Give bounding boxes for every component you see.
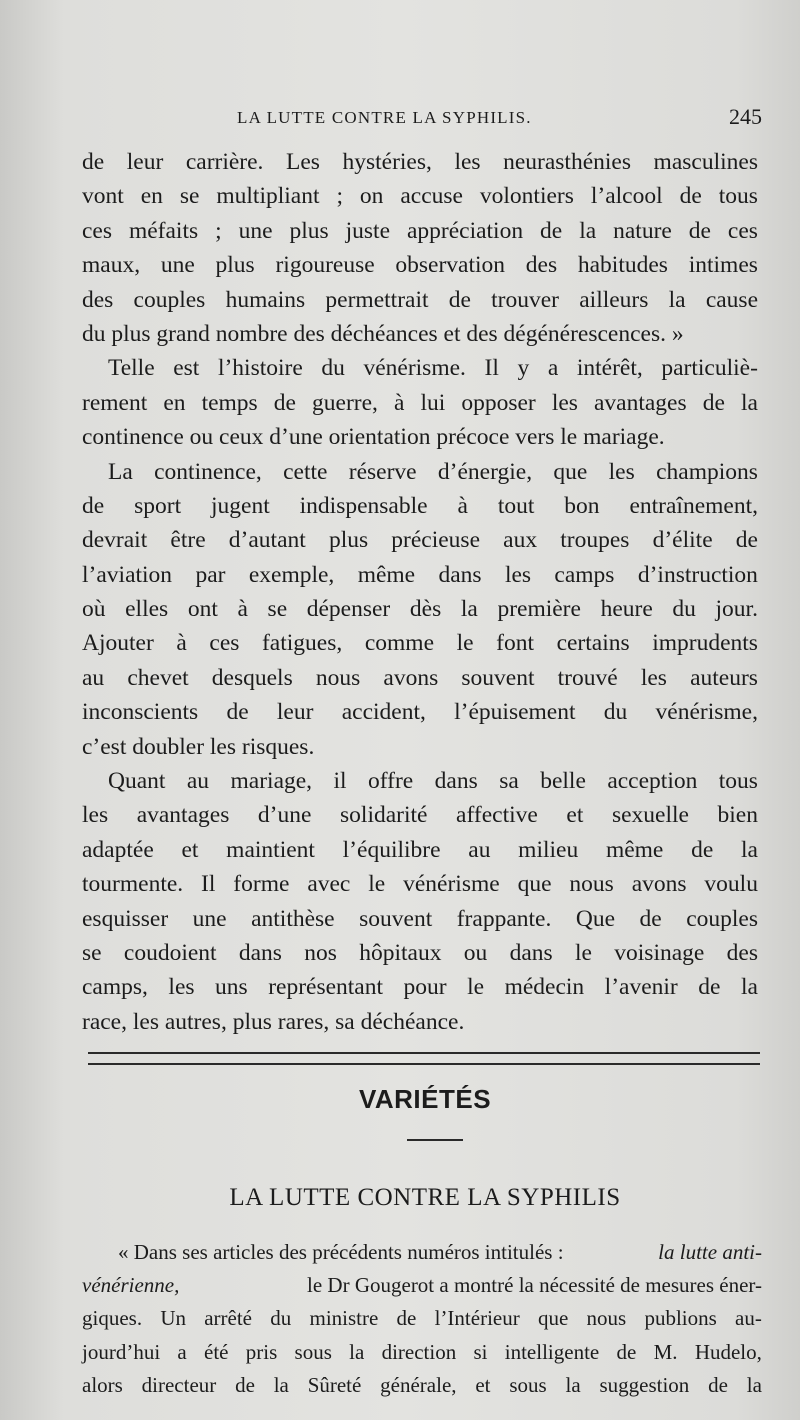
word: ces [82,217,113,244]
word: même [357,561,416,588]
word: au [468,836,491,863]
word: bien [717,802,758,829]
word: juste [345,217,390,244]
word: une [238,217,273,244]
word: de [540,217,563,244]
word: de [82,149,105,175]
word: à [393,389,405,416]
word: jour. [715,596,758,623]
word: avons [631,871,687,898]
word: y [517,355,530,382]
word: accident, [341,699,426,726]
word: accuse [400,183,463,210]
word: ministre [309,1306,379,1331]
word: et [181,836,199,863]
word: la [273,1372,289,1397]
word: dans [509,939,553,966]
word: M. [653,1339,678,1364]
word: particuliè- [661,355,758,382]
word: l’Intérieur [434,1306,520,1331]
word: de [639,905,662,932]
text-line [82,902,758,936]
word: par [195,561,226,588]
word: la [668,286,686,313]
word: en [163,389,186,416]
word: adaptée [82,836,154,863]
text-line [82,1336,762,1369]
word: les [608,458,635,485]
word: de [273,389,296,416]
word: tout [497,492,535,519]
word: de [735,527,758,554]
word: au- [735,1306,762,1331]
word: plus [289,217,329,244]
word: souvent [359,905,433,932]
word: fatigues, [261,630,343,657]
word: ; [336,183,343,210]
running-title: LA LUTTE CONTRE LA SYPHILIS. [237,108,532,127]
word: entraînement, [629,492,758,519]
text-line [82,1236,762,1269]
word: giques. [82,1306,143,1331]
word: la [349,1339,365,1364]
word: solidarité [340,802,428,829]
word: tous [718,768,758,795]
word: plus [215,252,255,279]
word: ailleurs [579,286,649,313]
word: des [525,252,558,279]
word: intérêt, [576,355,643,382]
word: il [333,768,347,795]
word: l’alcool [590,183,663,210]
word: le [456,630,474,657]
text-line [82,248,758,282]
word: est [173,355,200,382]
text-line: c’est doubler les risques. [82,733,315,760]
word: champions [656,458,758,485]
word: Ajouter [82,630,154,657]
word: vénérisme. [363,355,466,382]
word: Il [201,871,216,898]
word: les [168,974,195,1001]
word: bon [564,492,600,519]
word: du [603,699,628,726]
word: certains [556,630,630,657]
word: arrêté [204,1306,253,1331]
word: couples [686,905,758,932]
word: à [237,596,248,623]
text-line: continence ou ceux d’une orientation précoce vers le mariage. [82,424,665,451]
text-line [82,558,758,592]
word: exemple, [248,561,335,588]
word: continence, [154,458,262,485]
word: souvent [461,664,535,691]
word: et [475,1372,491,1397]
word: auteurs [690,664,758,691]
italic-title-fragment: vénérienne, [82,1273,180,1298]
text-line: race, les autres, plus rares, sa déchéance. [82,1008,465,1035]
word: Les [285,149,320,175]
word: avantages [593,389,687,416]
word: sous [294,1339,332,1364]
word: du [672,596,696,623]
word: inconscients [82,699,199,726]
word: Il [484,355,499,382]
word: du [321,355,345,382]
double-rule-divider [88,1052,760,1065]
text-fragment: le Dr Gougerot a montré la nécessité de mesures éner- [307,1273,762,1298]
word: la [740,389,758,416]
word: humains [225,286,306,313]
text-line [82,523,758,557]
word: médecin [504,974,585,1001]
word: ; [215,217,222,244]
word: de [708,1372,728,1397]
word: au [82,664,105,691]
word: les [551,389,578,416]
word: a [547,355,559,382]
short-rule-divider [407,1139,463,1141]
word: cause [705,286,758,313]
word: être [170,527,206,554]
word: où [82,596,106,623]
word: représentant [268,974,384,1001]
text-line [82,661,758,695]
word: chevet [127,664,189,691]
word: à [176,630,187,657]
word: uns [215,974,248,1001]
text-fragment: « Dans ses articles des précédents numéros intitulés : [118,1240,564,1264]
word: voulu [704,871,758,898]
word: même [605,836,664,863]
word: troupes [560,527,630,554]
word: ont [187,596,218,623]
word: Telle [108,355,155,382]
word: se [267,596,288,623]
word: avons [383,664,439,691]
text-line [82,936,758,970]
text-line [82,764,758,798]
word: camps, [82,974,148,1001]
word: l’avenir [604,974,678,1001]
word: de [396,1306,417,1331]
word: suggestion [599,1372,690,1397]
word: la [740,974,758,1001]
word: indispensable [299,492,428,519]
word: de [679,183,702,210]
word: maintient [226,836,315,863]
word: trouvé [557,664,618,691]
word: d’instruction [637,561,758,588]
word: frappante. [456,905,552,932]
text-line [82,695,758,729]
word: jourd’hui [82,1339,161,1364]
word: volontiers [479,183,574,210]
word: leur [276,699,314,726]
word: belle [540,768,586,795]
text-line [82,1269,762,1302]
word: d’énergie, [437,458,533,485]
word: tous [718,183,758,210]
word: avantages [136,802,230,829]
word: pour [403,974,447,1001]
text-line [82,455,758,489]
word: Que [575,905,615,932]
word: font [496,630,534,657]
word: de [235,1372,255,1397]
word: une [192,905,227,932]
word: ces [727,217,758,244]
word: sexuelle [611,802,689,829]
word: que [537,1306,569,1331]
word: a [177,1339,187,1364]
word: habitudes [577,252,668,279]
word: la [460,596,478,623]
article-title: LA LUTTE CONTRE LA SYPHILIS [229,1184,621,1211]
word: se [82,939,102,966]
word: des [726,939,758,966]
page-number: 245 [729,104,762,129]
text-line [82,626,758,660]
word: Quant [108,768,166,795]
word: milieu [518,836,579,863]
text-line [82,214,758,248]
word: de [82,492,105,519]
text-line [82,867,758,901]
word: nous [569,871,614,898]
word: trouver [491,286,560,313]
word: dans [238,939,282,966]
word: ces [209,630,240,657]
word: le [368,871,386,898]
word: aux [503,527,538,554]
text-line [82,145,758,179]
word: appréciation [406,217,524,244]
word: d’autant [228,527,306,554]
word: nous [586,1306,627,1331]
word: le [467,974,485,1001]
section-title: VARIÉTÉS [358,1084,492,1114]
word: on [359,183,384,210]
article-text [82,1236,762,1402]
word: coudoient [123,939,217,966]
word: de [616,1339,637,1364]
word: imprudents [652,630,758,657]
word: Un [160,1306,186,1331]
text-line: du plus grand nombre des déchéances et des dégénérescences. » [82,320,684,347]
word: multipliant [216,183,320,210]
text-line [82,283,758,317]
word: dépenser [306,596,391,623]
word: et [566,802,584,829]
word: nos [304,939,337,966]
word: direction [381,1339,457,1364]
word: première [497,596,581,623]
word: si [473,1339,488,1364]
word: une [160,252,195,279]
word: carrière. [185,149,264,175]
word: Sûreté [307,1372,362,1397]
word: de [448,286,471,313]
word: rigoureuse [275,252,375,279]
word: forme [233,871,290,898]
word: rement [82,389,148,416]
word: intimes [688,252,758,279]
word: de [226,699,249,726]
text-line [82,798,758,832]
word: esquisser [82,905,169,932]
word: voisinage [614,939,705,966]
word: les [640,664,667,691]
word: les [454,149,481,175]
word: dans [434,768,478,795]
word: cette [283,458,328,485]
word: hystéries, [342,149,432,175]
word: lui [420,389,446,416]
word: alors [82,1372,123,1397]
word: publions [644,1306,717,1331]
word: au [186,768,210,795]
word: d’élite [652,527,713,554]
word: de [702,389,725,416]
italic-title-fragment: la lutte anti- [658,1240,762,1264]
word: générale, [380,1372,457,1397]
word: en [140,183,163,210]
text-line [82,489,758,523]
word: pris [245,1339,278,1364]
word: leur [126,149,164,175]
word: que [517,871,552,898]
text-line [82,351,758,385]
word: affective [456,802,538,829]
word: de [698,974,721,1001]
word: la [565,1372,581,1397]
word: été [204,1339,229,1364]
word: Hudelo, [694,1339,762,1364]
word: neurasthénies [503,149,631,175]
text-line [82,179,758,213]
word: les [504,561,532,588]
word: offre [368,768,414,795]
word: nature [613,217,672,244]
word: la [746,1372,762,1397]
word: plus [328,527,369,554]
word: nous [315,664,361,691]
word: méfaits [128,217,199,244]
text-line [82,833,758,867]
word: d’une [257,802,312,829]
word: de [691,836,714,863]
word: sous [509,1372,547,1397]
word: devrait [82,527,148,554]
word: observation [395,252,506,279]
word: directeur [141,1372,217,1397]
word: le [575,939,592,966]
word: opposer [461,389,536,416]
word: de [688,217,711,244]
word: dans [438,561,482,588]
word: vénérisme [403,871,500,898]
running-header [82,104,768,134]
word: réserve [348,458,417,485]
word: l’épuisement [454,699,576,726]
word: avec [307,871,351,898]
word: comme [364,630,434,657]
word: tourmente. [82,871,184,898]
word: maux, [82,252,141,279]
word: guerre, [312,389,378,416]
word: sport [134,492,182,519]
word: heure [600,596,653,623]
text-line [82,1369,762,1402]
word: ou [463,939,488,966]
body-text [82,145,758,1039]
word: acception [607,768,698,795]
word: mariage, [230,768,313,795]
word: l’équilibre [342,836,441,863]
word: les [82,802,109,829]
word: du [270,1306,292,1331]
word: camps [554,561,615,588]
word: elles [125,596,169,623]
text-line [82,1302,762,1335]
word: sa [499,768,519,795]
word: la [740,836,758,863]
word: jugent [211,492,270,519]
word: se [179,183,200,210]
word: la [579,217,597,244]
text-line [82,386,758,420]
word: l’histoire [217,355,303,382]
word: permettrait [325,286,429,313]
word: vénérisme, [655,699,758,726]
word: desquels [211,664,293,691]
word: intelligente [504,1339,600,1364]
word: masculines [653,149,758,175]
word: à [457,492,468,519]
text-line [82,970,758,1004]
word: précieuse [391,527,481,554]
word: vont [82,183,124,210]
text-line [82,592,758,626]
word: antithèse [251,905,335,932]
word: l’aviation [82,561,173,588]
word: des [82,286,114,313]
word: dès [409,596,442,623]
word: couples [133,286,206,313]
word: que [553,458,588,485]
word: La [108,458,133,485]
word: hôpitaux [359,939,442,966]
word: temps [201,389,258,416]
